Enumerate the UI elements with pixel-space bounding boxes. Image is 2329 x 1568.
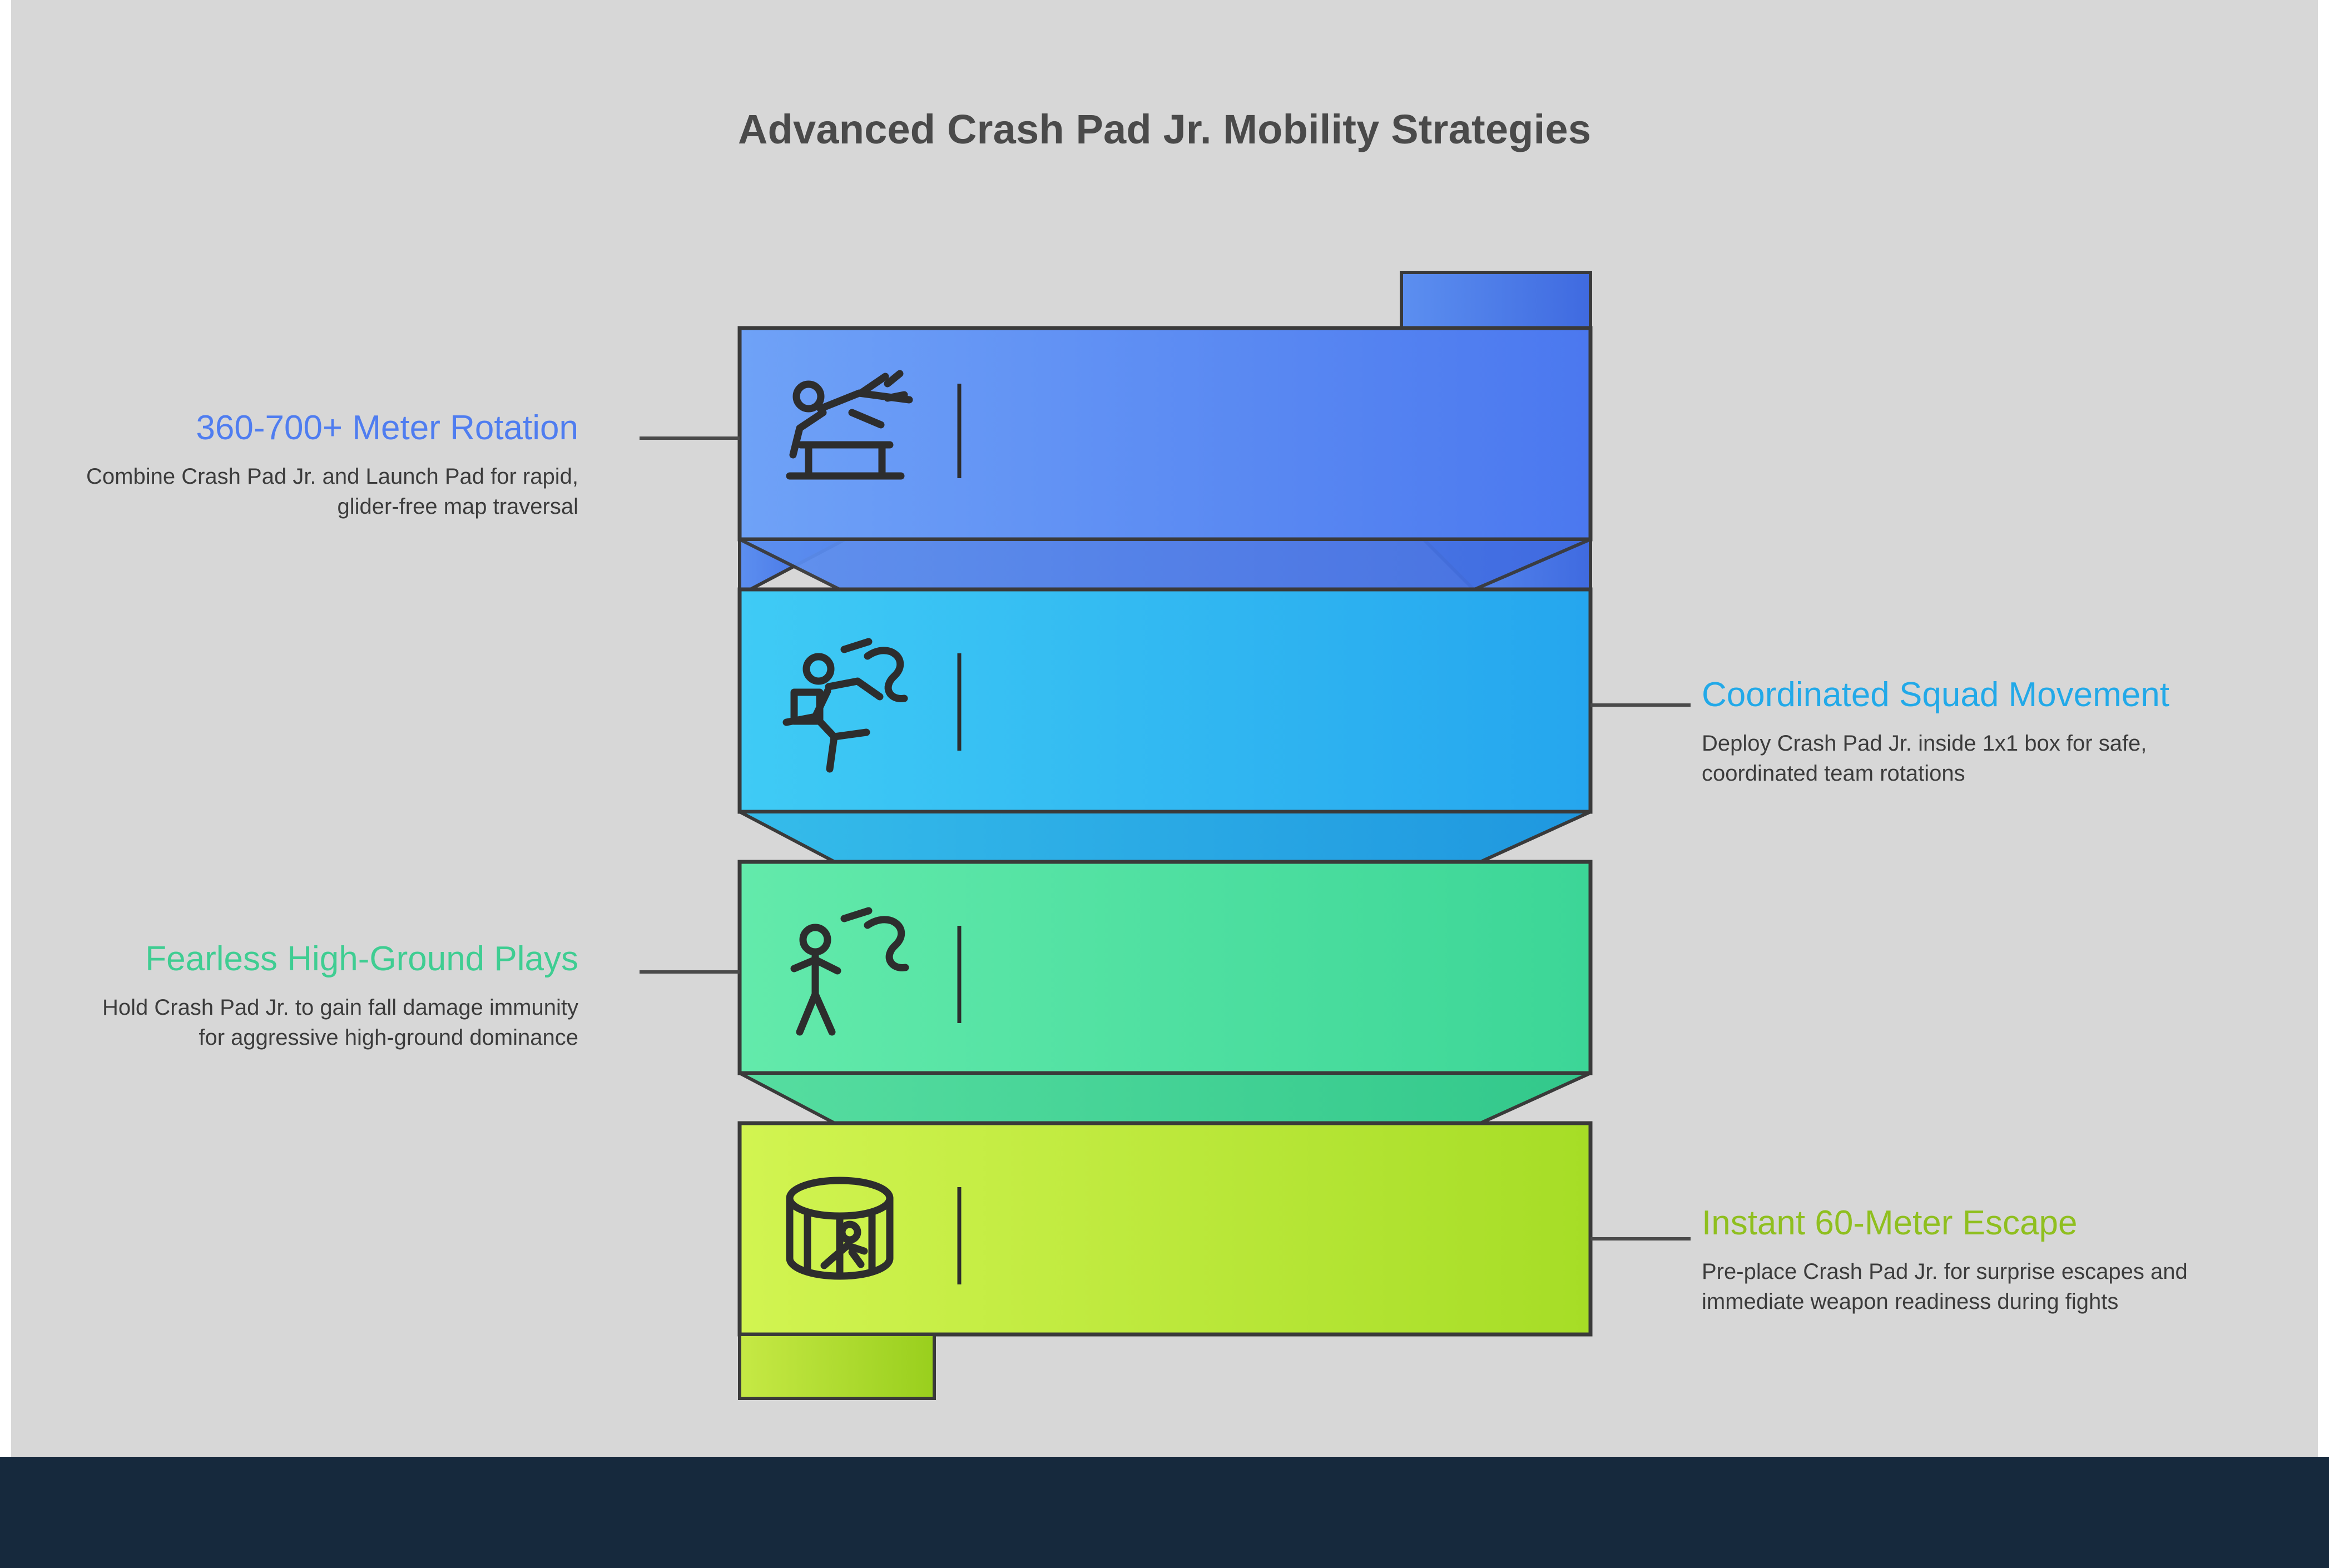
band-4-title: Instant 60-Meter Escape	[1702, 1204, 2078, 1242]
diagram-board	[11, 0, 2318, 1457]
band-2-description: Deploy Crash Pad Jr. inside 1x1 box for safe, coordinated team rotations	[1702, 731, 2147, 786]
band-3-description: Hold Crash Pad Jr. to gain fall damage immunity for aggressive high-ground dominance	[102, 995, 578, 1050]
band-2-label-block	[1702, 676, 2202, 788]
band-1-ribbon	[740, 272, 1590, 595]
band-4-description: Pre-place Crash Pad Jr. for surprise escapes and immediate weapon readiness during fights	[1702, 1259, 2188, 1314]
band-3-ribbon	[740, 862, 1590, 1129]
band-2-title: Coordinated Squad Movement	[1702, 676, 2169, 714]
band-1-label-block	[78, 409, 578, 522]
band-3-label-block	[78, 940, 578, 1053]
band-3-title: Fearless High-Ground Plays	[145, 940, 578, 978]
band-1-title: 360-700+ Meter Rotation	[196, 409, 578, 447]
band-4-label-block	[1702, 1204, 2202, 1317]
page-title: Advanced Crash Pad Jr. Mobility Strategies	[737, 106, 1592, 152]
footer-bar	[0, 1457, 2329, 1568]
band-4-ribbon	[740, 1123, 1590, 1398]
band-2-ribbon	[740, 589, 1590, 867]
band-1-description: Combine Crash Pad Jr. and Launch Pad for rapid, glider-free map traversal	[86, 464, 578, 519]
